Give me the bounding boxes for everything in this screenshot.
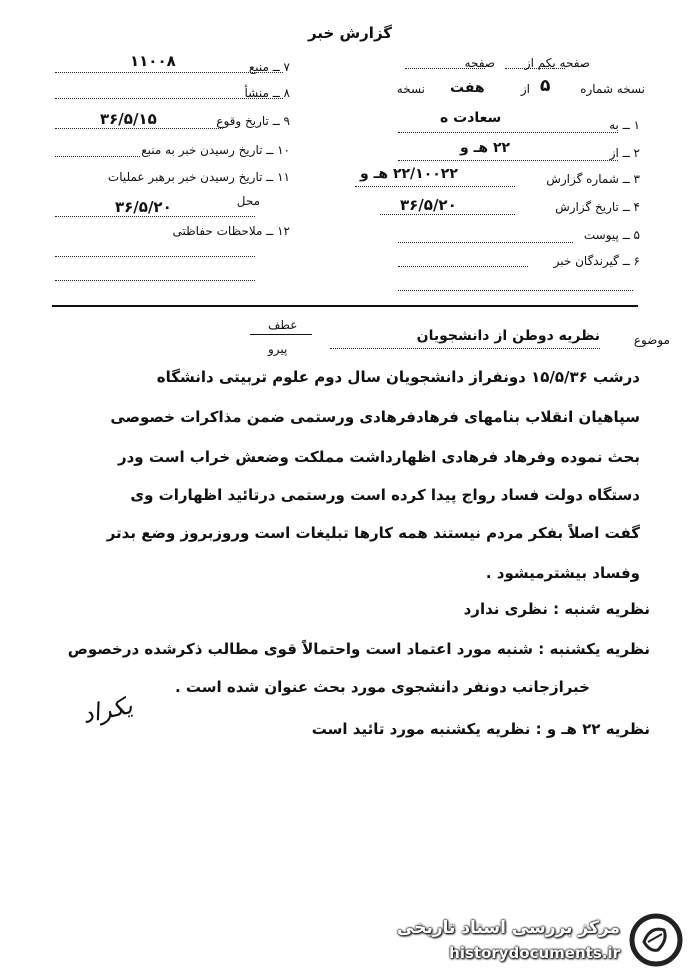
opinion-yekshanbe-continued: خبرازجانب دونفر دانشجوی مورد بحث عنوان شده است .: [174, 678, 590, 696]
field-label-to: ۱ ــ به: [609, 118, 640, 132]
field-line-attachment: [398, 242, 573, 243]
field-value-to: سعادت ه: [440, 110, 502, 126]
subject-label: موضوع: [633, 333, 670, 347]
field-line-to: [398, 132, 618, 133]
field-line-origin: [55, 98, 283, 99]
field-line-source: [55, 72, 283, 73]
watermark-url: historydocuments.ir: [449, 944, 620, 962]
field-value-report-date: ۳۶/۵/۲۰: [400, 196, 457, 214]
followup-label: پیرو: [268, 342, 288, 356]
subject-value: نظریه دوطن از دانشجویان: [416, 328, 600, 344]
field-value-source: ۱۱۰۰۸: [130, 52, 176, 70]
field-label-page: صفحه یکم از: [524, 56, 590, 70]
header-divider: [52, 305, 638, 307]
field-label-operations-received-date: ۱۱ ــ تاریخ رسیدن خبر برهبر عملیات: [107, 170, 290, 184]
field-line-from: [398, 160, 618, 161]
field-label-copy-of: از: [520, 82, 530, 96]
body-line-3: بحث نموده وفرهاد فرهادی اظهارداشت مملکت وضعش خراب است ودر: [117, 448, 640, 466]
field-label-source-received-date: ۱۰ ــ تاریخ رسیدن خبر به منبع: [141, 143, 290, 157]
opinion-22hv: نظریه ۲۲ هـ و : نظریه یکشنبه مورد تائید است: [311, 720, 650, 738]
field-label-origin: ۸ ــ منشأ: [244, 86, 290, 100]
body-line-5: گفت اصلاً بفکر مردم نیستند همه کارها تبلیغات است وروزبروز وضع بدتر: [106, 524, 640, 542]
body-line-1: درشب ۱۵/۵/۳۶ دونفراز دانشجویان سال دوم علوم تربیتی دانشگاه: [156, 368, 640, 386]
body-line-4: دستگاه دولت فساد رواج پیدا کرده است ورستمی درتائید اظهارات وی: [130, 486, 640, 504]
field-line-source-received-date: [55, 156, 140, 157]
field-label-recipients: ۶ ــ گیرندگان خبر: [553, 254, 640, 268]
field-line-page: [505, 68, 565, 69]
field-label-occurrence-date: ۹ ــ تاریخ وقوع: [216, 114, 290, 128]
reference-label: عطف: [268, 318, 298, 332]
body-line-2: سپاهیان انقلاب بنامهای فرهادفرهادی ورستمی ضمن مذاکرات خصوصی: [110, 408, 640, 426]
field-label-report-date: ۴ ــ تاریخ گزارش: [555, 200, 640, 214]
field-label-protective-notes: ۱۲ ــ ملاحظات حفاظتی: [172, 224, 290, 238]
field-label-copy-number: نسخه شماره: [580, 82, 645, 96]
field-line-report-date: [380, 214, 515, 215]
field-value-report-number: ۲۲/۱۰۰۲۲ هـ و: [360, 166, 458, 182]
field-line-recipients: [398, 266, 528, 267]
field-label-source: ۷ ــ منبع: [248, 60, 290, 74]
notes-line-2: [55, 280, 255, 281]
reference-divider: [250, 334, 312, 335]
subject-line: [330, 348, 600, 349]
field-label-from: ۲ ــ از: [609, 146, 640, 160]
field-value-location-date: ۳۶/۵/۲۰: [115, 198, 172, 216]
field-label-copy-suffix: نسخه: [396, 82, 425, 96]
field-label-page-suffix: صفحه: [464, 56, 495, 70]
watermark-org-name: مرکز بررسی اسناد تاریخی: [397, 918, 620, 938]
field-line-report-number: [355, 186, 515, 187]
opinion-shanbe: نظریه شنبه : نظری ندارد: [463, 600, 650, 618]
field-label-attachment: ۵ ــ پیوست: [583, 228, 640, 242]
field-label-report-number: ۳ ــ شماره گزارش: [546, 172, 640, 186]
field-line-page-total: [405, 68, 485, 69]
field-line-occurrence-date: [55, 128, 223, 129]
field-label-location: محل: [236, 194, 260, 208]
field-value-copy-number: ۵: [540, 76, 551, 96]
archive-logo-icon: [628, 912, 684, 968]
opinion-yekshanbe: نظریه یکشنبه : شنبه مورد اعتماد است واحتمالاً قوی مطالب ذکرشده درخصوص: [67, 640, 650, 658]
body-line-6: وفساد بیشترمیشود .: [485, 564, 640, 582]
field-value-occurrence-date: ۳۶/۵/۱۵: [100, 110, 157, 128]
notes-line-1: [55, 256, 255, 257]
field-value-from: ۲۲ هـ و: [460, 140, 511, 156]
handwritten-signature: یکراد: [79, 691, 135, 729]
report-title: گزارش خبر: [307, 24, 393, 42]
field-line-location: [55, 216, 255, 217]
recipients-line-2: [398, 290, 633, 291]
field-value-copy-total: هفت: [450, 80, 485, 96]
